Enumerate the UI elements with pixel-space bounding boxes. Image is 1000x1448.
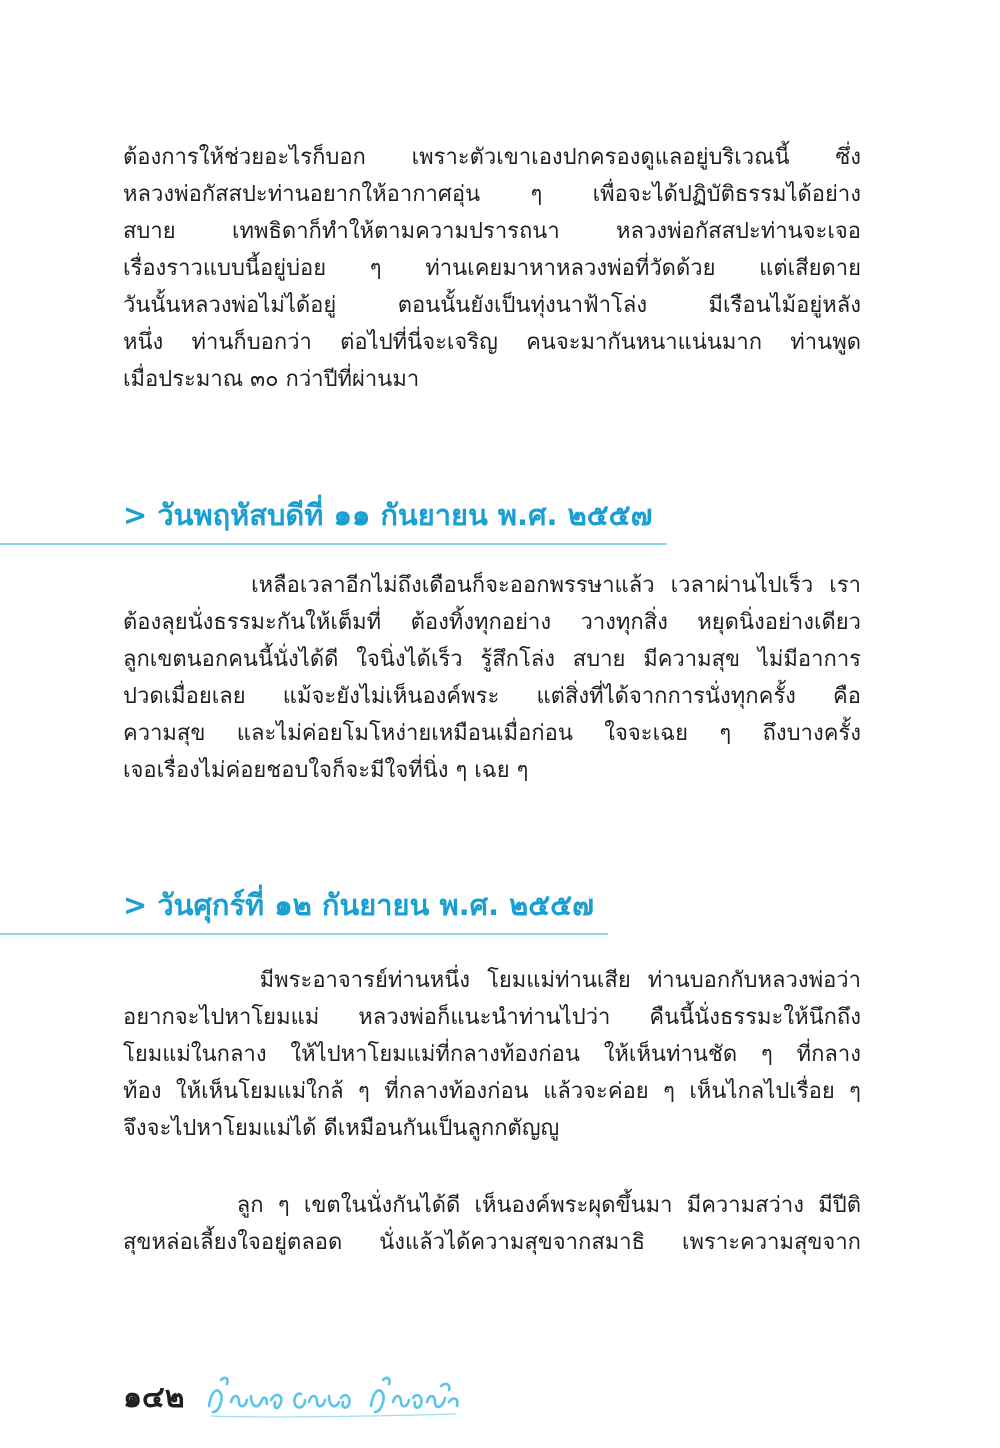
text-line: หนึ่ง ท่านก็บอกว่า ต่อไปที่นี่จะเจริญ คนจะมากันหนาแน่นมาก ท่านพูด [123, 330, 861, 355]
text-line: เหลือเวลาอีกไม่ถึงเดือนก็จะออกพรรษาแล้ว เวลาผ่านไปเร็ว เรา [123, 573, 861, 598]
text-line: โยมแม่ในกลาง ให้ไปหาโยมแม่ที่กลางท้องก่อน ให้เห็นท่านชัด ๆ ที่กลาง [123, 1042, 861, 1067]
text-line: ต้องการให้ช่วยอะไรก็บอก เพราะตัวเขาเองปกครองดูแลอยู่บริเวณนี้ ซึ่ง [123, 145, 861, 170]
text-line: เรื่องราวแบบนี้อยู่บ่อย ๆ ท่านเคยมาหาหลวงพ่อที่วัดด้วย แต่เสียดาย [123, 256, 861, 281]
text-line: มีพระอาจารย์ท่านหนึ่ง โยมแม่ท่านเสีย ท่านบอกกับหลวงพ่อว่า [123, 968, 861, 993]
page-number: ๑๔๒ [123, 1380, 185, 1415]
text-line: เมื่อประมาณ ๓๐ กว่าปีที่ผ่านมา [123, 367, 420, 392]
section-heading-thursday: > วันพฤหัสบดีที่ ๑๑ กันยายน พ.ศ. ๒๕๕๗ [123, 498, 653, 532]
heading-underline [0, 933, 608, 935]
paragraph-1 [123, 139, 861, 398]
heading-underline [0, 543, 667, 545]
text-line: สบาย เทพธิดาก็ทำให้ตามความปรารถนา หลวงพ่อกัสสปะท่านจะเจอ [123, 219, 861, 244]
text-line: หลวงพ่อกัสสปะท่านอยากให้อากาศอุ่น ๆ เพื่อจะได้ปฏิบัติธรรมได้อย่าง [123, 182, 861, 207]
text-line: ท้อง ให้เห็นโยมแม่ใกล้ ๆ ที่กลางท้องก่อน แล้วจะค่อย ๆ เห็นไกลไปเรื่อย ๆ [123, 1079, 861, 1104]
text-line: ต้องลุยนั่งธรรมะกันให้เต็มที่ ต้องทิ้งทุกอย่าง วางทุกสิ่ง หยุดนิ่งอย่างเดียว [123, 610, 861, 635]
text-line: วันนั้นหลวงพ่อไม่ได้อยู่ ตอนนั้นยังเป็นทุ่งนาฟ้าโล่ง มีเรือนไม้อยู่หลัง [123, 293, 861, 318]
text-line: อยากจะไปหาโยมแม่ หลวงพ่อก็แนะนำท่านไปว่า คืนนี้นั่งธรรมะให้นึกถึง [123, 1005, 861, 1030]
handwritten-title-logo-icon [205, 1372, 465, 1420]
paragraph-3 [123, 962, 861, 1147]
text-line: ความสุข และไม่ค่อยโมโหง่ายเหมือนเมื่อก่อน ใจจะเฉย ๆ ถึงบางครั้ง [123, 721, 861, 746]
text-line: ลูกเขตนอกคนนี้นั่งได้ดี ใจนิ่งได้เร็ว รู้สึกโล่ง สบาย มีความสุข ไม่มีอาการ [123, 647, 861, 672]
paragraph-4 [123, 1187, 861, 1261]
section-heading-friday: > วันศุกร์ที่ ๑๒ กันยายน พ.ศ. ๒๕๕๗ [123, 888, 594, 922]
text-line: ลูก ๆ เขตในนั่งกันได้ดี เห็นองค์พระผุดขึ้นมา มีความสว่าง มีปีติ [123, 1193, 861, 1218]
text-line: จึงจะไปหาโยมแม่ได้ ดีเหมือนกันเป็นลูกกตัญญู [123, 1116, 560, 1141]
text-line: สุขหล่อเลี้ยงใจอยู่ตลอด นั่งแล้วได้ความสุขจากสมาธิ เพราะความสุขจาก [123, 1230, 861, 1255]
paragraph-2 [123, 567, 861, 789]
text-line: เจอเรื่องไม่ค่อยชอบใจก็จะมีใจที่นิ่ง ๆ เฉย ๆ [123, 758, 529, 783]
text-line: ปวดเมื่อยเลย แม้จะยังไม่เห็นองค์พระ แต่สิ่งที่ได้จากการนั่งทุกครั้ง คือ [123, 684, 861, 709]
